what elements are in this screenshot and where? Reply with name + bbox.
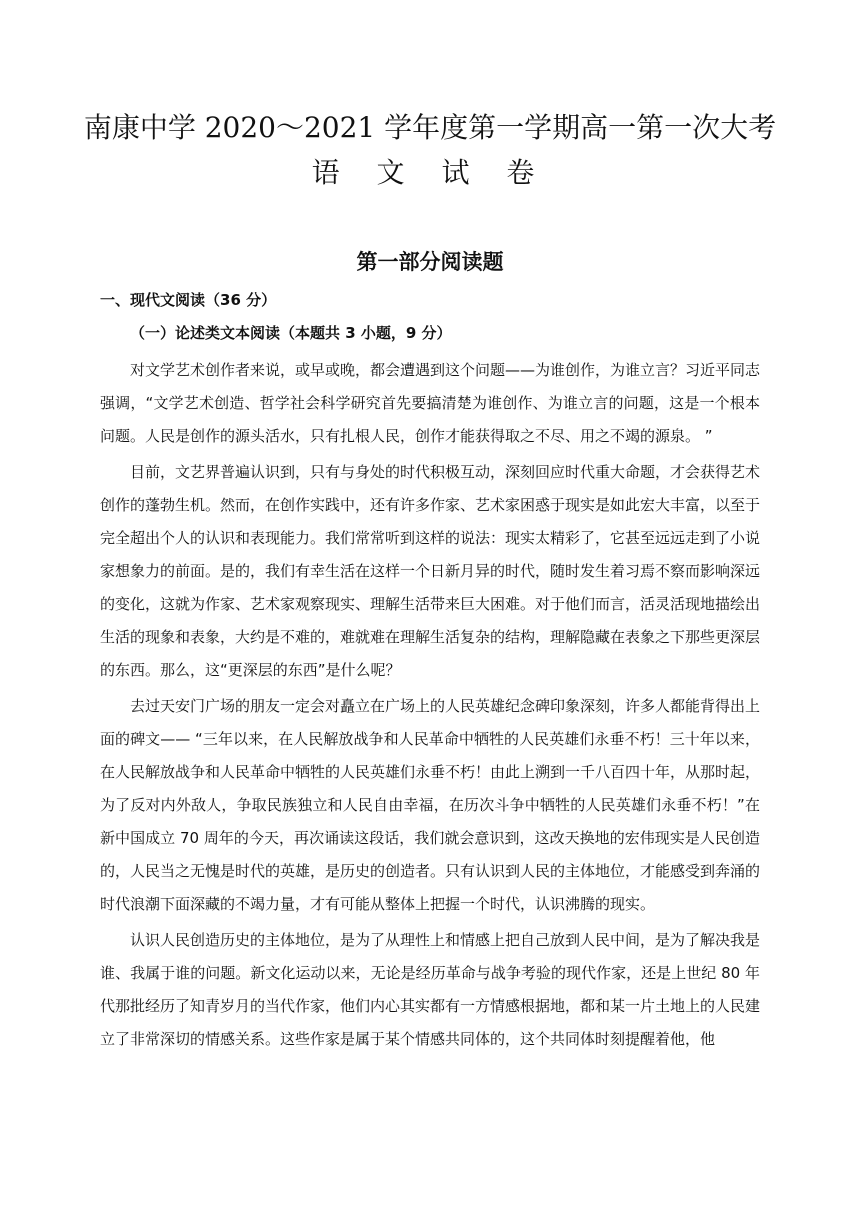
paragraph: 去过天安门广场的朋友一定会对矗立在广场上的人民英雄纪念碑印象深刻，许多人都能背得出上面的碑文—— “三年以来，在人民解放战争和人民革命中牺牲的人民英雄们永垂不朽！三十年以来，在人民解放战争和人民革命中牺牲的人民英雄们永垂不朽！由此上溯到一千八百四十年，从那时起，为了反对内外敌人，争取民族独立和人民自由幸福，在历次斗争中牺牲的人民英雄们永垂不朽！”在新中国成立 70 周年的今天，再次诵读这段话，我们就会意识到，这改天换地的宏伟现实是人民创造的，人民当之无愧是时代的英雄，是历史的创造者。只有认识到人民的主体地位，才能感受到奔涌的时代浪潮下面深藏的不竭力量，才有可能从整体上把握一个时代，认识沸腾的现实。 xyxy=(100,697,761,913)
paragraph: 目前，文艺界普遍认识到，只有与身处的时代积极互动，深刻回应时代重大命题，才会获得艺术创作的蓬勃生机。然而，在创作实践中，还有许多作家、艺术家困惑于现实是如此宏大丰富，以至于完全超出个人的认识和表现能力。我们常常听到这样的说法：现实太精彩了，它甚至远远走到了小说家想象力的前面。是的，我们有幸生活在这样一个日新月异的时代，随时发生着习焉不察而影响深远的变化，这就为作家、艺术家观察现实、理解生活带来巨大困难。对于他们而言，活灵活现地描绘出生活的现象和表象，大约是不难的，难就难在理解生活复杂的结构，理解隐藏在表象之下那些更深层的东西。那么，这“更深层的东西”是什么呢？ xyxy=(100,463,761,679)
exam-title: 南康中学 2020～2021 学年度第一学期高一第一次大考 xyxy=(83,111,777,144)
exam-subtitle: 语 文 试 卷 xyxy=(311,156,549,189)
reading-passage xyxy=(100,354,760,1059)
part-title: 第一部分阅读题 xyxy=(356,250,504,274)
paragraph: 对文学艺术创作者来说，或早或晚，都会遭遇到这个问题——为谁创作，为谁立言？习近平同志强调，“文学艺术创造、哲学社会科学研究首先要搞清楚为谁创作、为谁立言的问题，这是一个根本问题。人民是创作的源头活水，只有扎根人民，创作才能获得取之不尽、用之不竭的源泉。 ” xyxy=(100,361,761,445)
paragraph: 认识人民创造历史的主体地位，是为了从理性上和情感上把自己放到人民中间，是为了解决我是谁、我属于谁的问题。新文化运动以来，无论是经历革命与战争考验的现代作家，还是上世纪 80 年代那批经历了知青岁月的当代作家，他们内心其实都有一方情感根据地，都和某一片土地上的人民建立了非常深切的情感关系。这些作家是属于某个情感共同体的，这个共同体时刻提醒着他，他 xyxy=(100,931,761,1048)
subsection-title: （一）论述类文本阅读（本题共 3 小题，9 分） xyxy=(130,324,452,342)
section-title: 一、现代文阅读（36 分） xyxy=(100,291,277,309)
